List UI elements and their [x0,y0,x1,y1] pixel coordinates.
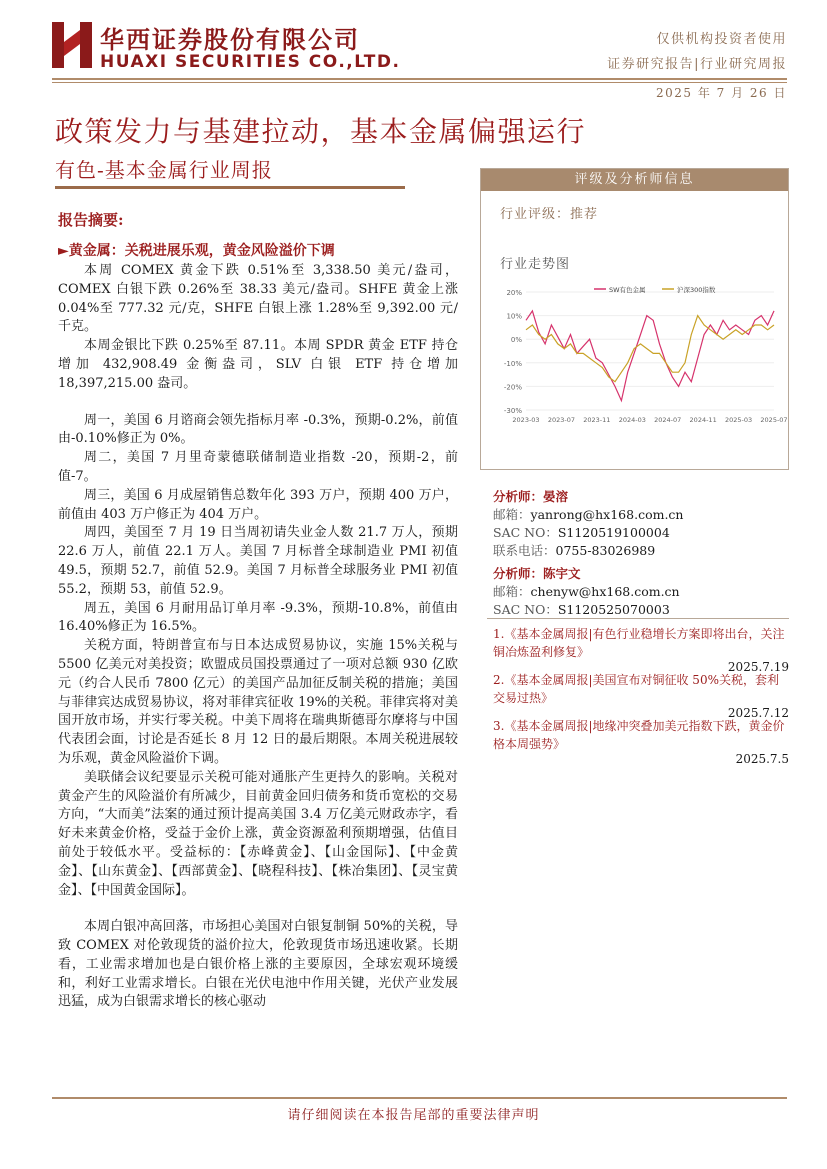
header-rule-thin [52,82,787,83]
related-rule [487,618,789,619]
paragraph: 周一，美国 6 月谘商会领先指标月率 -0.3%，预期-0.2%，前值由-0.10%修正为 0%。 [58,412,458,447]
audience-note: 仅供机构投资者使用 [656,32,787,47]
analyst-card-2 [493,564,680,618]
x-tick-label: 2023-11 [583,416,611,424]
y-tick-label: 20% [506,289,522,297]
paragraph: 周三，美国 6 月成屋销售总数年化 393 万户，预期 400 万户，前值由 403 万户修正为 404 万户。 [58,487,458,522]
industry-rating [500,203,598,222]
related-report-date-3: 2025.7.5 [735,752,789,766]
paragraph: 周四，美国至 7 月 19 日当周初请失业金人数 21.7 万人，预期 22.6 万人，前值 22.1 万人。美国 7 月标普全球制造业 PMI 初值 49.5，预期 52.7，前值 52.9。美国 7 月标普全球服务业 PMI 初值 55.2，预期 53，前值 52.9。 [58,525,458,597]
related-report-3[interactable]: 3.《基本金属周报|地缘冲突叠加美元指数下跌，黄金价格本周强势》 [493,719,785,751]
analyst-card-1 [493,487,683,559]
x-tick-label: 2024-11 [689,416,717,424]
trend-chart-label: 行业走势图 [500,257,571,272]
y-tick-label: -20% [503,383,522,392]
trend-chart [496,278,788,428]
x-tick-label: 2025-07 [760,416,788,424]
x-tick-label: 2024-03 [618,416,646,424]
analyst-sac: SAC NO：S1120525070003 [493,602,670,617]
company-logo [52,22,92,68]
footer-disclaimer[interactable]: 请仔细阅读在本报告尾部的重要法律声明 [287,1108,540,1123]
x-tick-label: 2024-07 [654,416,682,424]
rating-value: 推荐 [570,207,599,222]
summary-label: 报告摘要: [58,211,124,229]
rating-panel-header: 评级及分析师信息 [481,169,788,191]
legend-label: 沪深300指数 [677,286,716,294]
header-rule [52,78,787,80]
y-tick-label: -10% [503,359,522,368]
paragraph: 周五，美国 6 月耐用品订单月率 -9.3%，预期-10.8%，前值由 16.40%修正为 16.5%。 [58,600,458,635]
y-tick-label: -30% [503,407,522,415]
paragraph: 关税方面，特朗普宣布与日本达成贸易协议，实施 15%关税与 5500 亿美元对美投资；欧盟成员国投票通过了一项对总额 930 亿欧元（约合人民币 7800 亿元）的美国产品加征反制关税的措施；美国与菲律宾达成贸易协议，将对菲律宾征收 19%的关税。菲律宾将对美国开放市场，并实行零关税。中美下周将在瑞典斯德哥尔摩将与中国代表团会面，讨论是否延长 8 月 12 日的最后期限。本周关税进展较为乐观，黄金风险溢价下调。 [58,638,458,766]
paragraph: 本周白银冲高回落，市场担心美国对白银复制铜 50%的关税，导致 COMEX 对伦敦现货的溢价拉大，伦敦现货市场迅速收紧。长期看，工业需求增加也是白银价格上涨的主要原因，全球宏观环境缓和，利好工业需求增长。白银在光伏电池中作用关键，光伏产业发展迅猛，成为白银需求增长的核心驱动 [58,919,458,1010]
analyst-phone: 联系电话：0755-83026989 [493,543,656,558]
paragraph: 本周 COMEX 黄金下跌 0.51%至 3,338.50 美元/盎司，COMEX 白银下跌 0.26%至 38.33 美元/盎司。SHFE 黄金上涨 0.04%至 777.32 元/克，SHFE 白银上涨 1.28%至 9,392.00 元/千克。 [58,263,458,335]
related-report-2[interactable]: 2.《基本金属周报|美国宣布对铜征收 50%关税，套利交易过热》 [493,673,779,705]
y-tick-label: 0% [510,336,522,345]
subtitle-rule [55,186,405,189]
analyst-sac: SAC NO：S1120519100004 [493,525,670,540]
series-line [526,311,774,401]
legend-label: SW有色金属 [609,286,646,294]
analyst-email: 邮箱：chenyw@hx168.com.cn [493,584,680,599]
report-subtitle: 有色-基本金属行业周报 [55,158,273,182]
paragraph: 美联储会议纪要显示关税可能对通胀产生更持久的影响。关税对黄金产生的风险溢价有所减少，目前黄金回归债务和货币宽松的交易方向，“大而美”法案的通过预计提高美国 3.4 万亿美元财政赤字，看好未来黄金价格，受益于金价上涨，黄金资源盈利预期增强，估值目前处于较低水平。受益标的：【赤峰黄金】、【山金国际】、【中金黄金】、【山东黄金】、【西部黄金】、【晓程科技】、【株冶集团】、【灵宝黄金】、【中国黄金国际】。 [58,769,458,898]
paragraph: 周二，美国 7 月里奇蒙德联储制造业指数 -20，预期-2，前值-7。 [58,450,458,484]
gold-heading: ►黄金属：关税进展乐观，黄金风险溢价下调 [58,243,335,259]
company-name-cn: 华西证券股份有限公司 [100,25,360,54]
related-report-date-1: 2025.7.19 [727,660,789,674]
report-date: 2025 年 7 月 26 日 [655,86,787,100]
related-report-date-2: 2025.7.12 [727,706,789,720]
paragraph: 本周金银比下跌 0.25%至 87.11。本周 SPDR 黄金 ETF 持仓增加 432,908.49 金衡盎司，SLV 白银 ETF 持仓增加 18,397,215.00 盎司。 [58,338,458,391]
y-tick-label: 10% [506,312,522,321]
summary-body [58,262,458,1012]
footer-rule [52,1097,787,1099]
x-tick-label: 2023-03 [512,416,540,424]
analyst-email: 邮箱：yanrong@hx168.com.cn [493,507,684,522]
analyst-name: 分析师：晏溶 [493,489,569,504]
company-name-en: HUAXI SECURITIES CO.,LTD. [100,52,401,72]
x-tick-label: 2023-07 [547,416,576,424]
report-type: 证券研究报告|行业研究周报 [607,57,787,72]
report-title: 政策发力与基建拉动，基本金属偏强运行 [55,115,587,148]
rating-label: 行业评级： [500,207,571,222]
analyst-name: 分析师：陈宇文 [493,566,581,581]
related-report-1[interactable]: 1.《基本金属周报|有色行业稳增长方案即将出台，关注铜冶炼盈利修复》 [493,627,785,659]
x-tick-label: 2025-03 [724,416,753,424]
